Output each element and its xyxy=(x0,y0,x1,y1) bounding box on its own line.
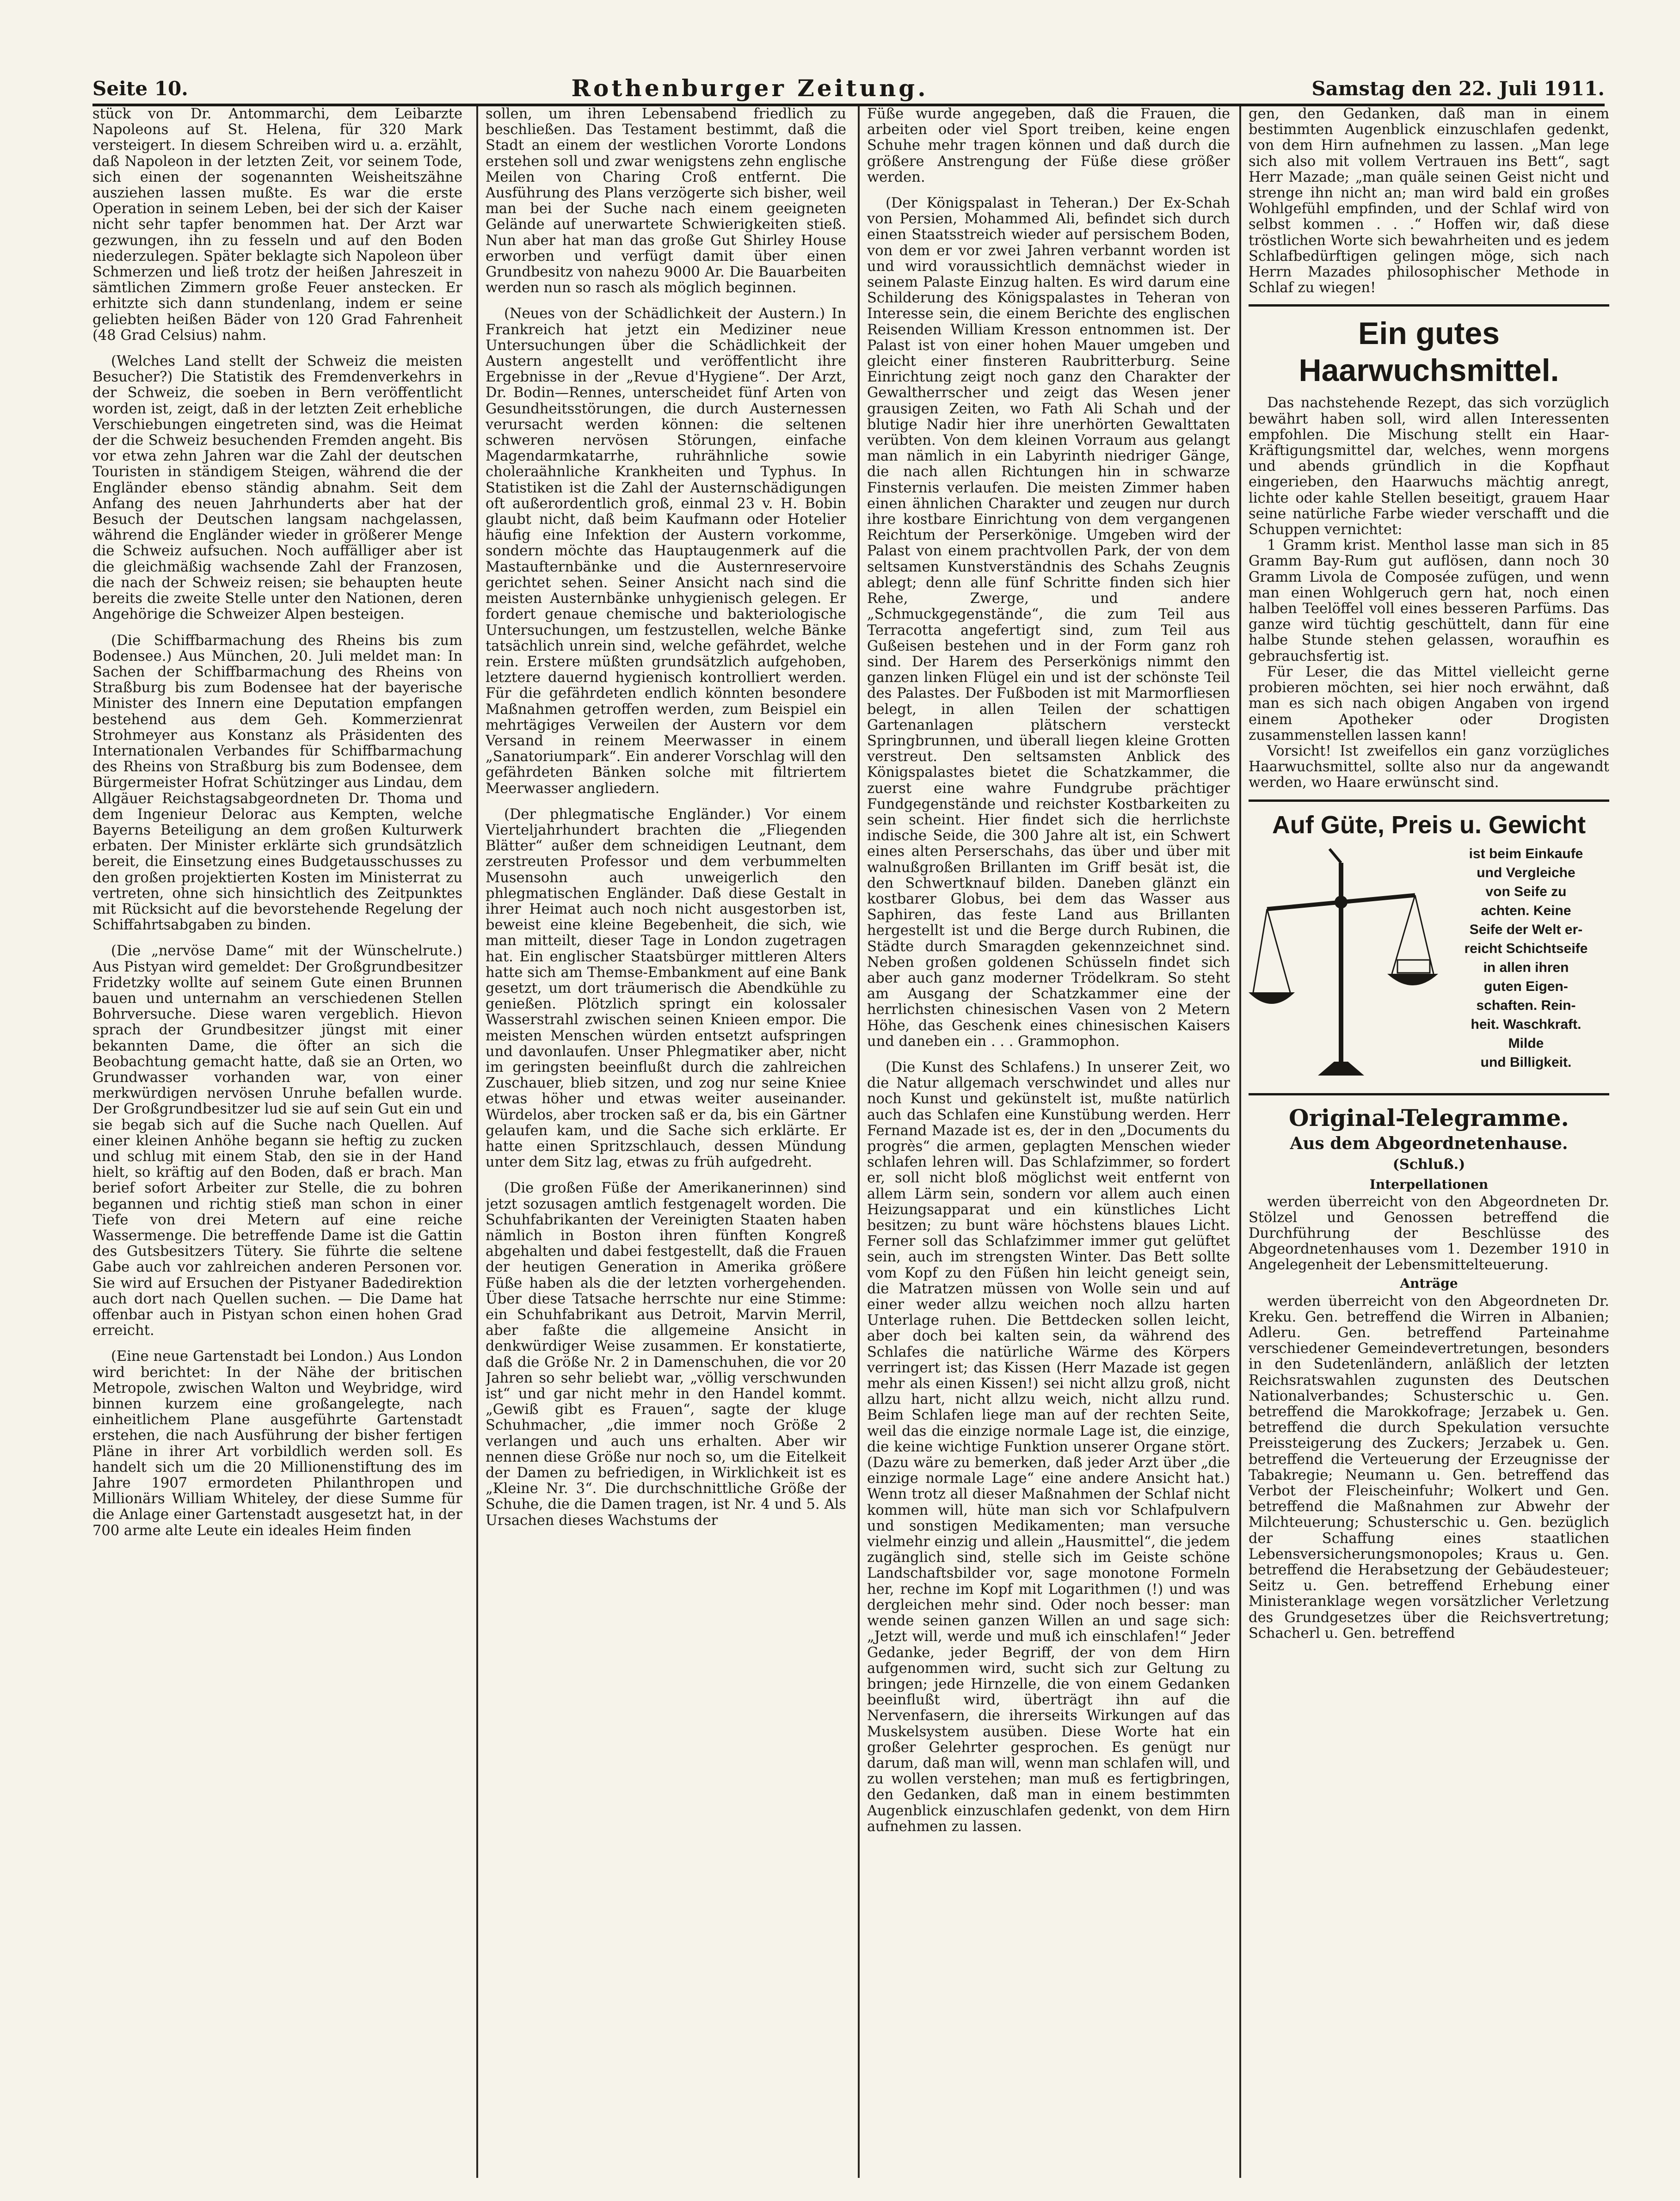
ad-seife-text xyxy=(1443,844,1609,1085)
ad-seife-line: guten Eigen- xyxy=(1484,978,1568,994)
ad-seife-line: reicht Schichtseife xyxy=(1464,941,1588,956)
newspaper-title: Rothenburger Zeitung. xyxy=(571,74,929,102)
column-rule xyxy=(476,106,478,2178)
page-number: Seite 10. xyxy=(92,77,188,100)
telegramme-antraege-text: werden überreicht von den Abgeordneten Dr. Kreku. Gen. betreffend die Wirren in Albanien; Adleru. Gen. betreffend Parteinahme verschiedener Gemeindevertretungen, besonders in den Sudetenländern, anläßlich der letzten Reichsratswahlen zugunsten des Deutschen Nationalverbandes; Schusterschic u. Gen. betreffend die Marokkofrage; Jerzabek u. Gen. betreffend die durch Spekulation versuchte Preissteigerung des Zuckers; Jerzabek u. Gen. betreffend die Verteuerung der Erzeugnisse der Tabakregie; Neumann u. Gen. betreffend das Verbot der Fleischeinfuhr; Wolkert und Gen. betreffend die Maßnahmen zur Abwehr der Milchteuerung; Schusterschic u. Gen. bezüglich der Schaffung eines staatlichen Lebensversicherungsmonopoles; Kraus u. Gen. betreffend die Herabsetzung der Gebäudesteuer; Seitz u. Gen. betreffend Erhebung einer Ministeranklage wegen vorsätzlicher Verletzung des Grundgesetzes über die Reichsvertretung; Schacherl u. Gen. betreffend xyxy=(1249,1293,1609,1642)
article-schweiz-besucher: (Welches Land stellt der Schweiz die meisten Besucher?) Die Statistik des Fremdenverkehrs in der Schweiz, die soeben in Bern veröffentlicht worden ist, zeigt, daß in der letzten Zeit erhebliche Verschiebungen eingetreten sind, was die Heimat der die Schweiz besuchenden Fremden angeht. Bis vor etwa zehn Jahren war die Zahl der deutschen Touristen in ständigem Steigen, während die der Engländer ebenso ständig abnahm. Seit dem Anfang des neuen Jahrhunderts aber hat der Besuch der Deutschen langsam nachgelassen, während die Engländer wieder in größerer Menge die Schweiz aufsuchen. Noch auffälliger aber ist die gleichmäßig wachsende Zahl der Franzosen, die nach der Schweiz reisen; sie behaupten heute bereits die zweite Stelle unter den Nationen, deren Angehörige die Schweizer Alpen besteigen. xyxy=(92,353,462,623)
article-kunst-des-schlafens: (Die Kunst des Schlafens.) In unserer Zeit, wo die Natur allgemach verschwindet und alles nur noch Kunst und gekünstelt ist, mußte natürlich auch das Schlafen eine Kunstübung werden. Herr Fernand Mazade ist es, der in den „Documents du progrès“ die armen, geplagten Menschen wieder schlafen lehren will. Das Schlafzimmer, so fordert er, soll nicht bloß möglichst weit entfernt von allem Lärm sein, sondern vor allem auch einen Heizungsapparat und ein künstliches Licht besitzen; zu bunt wäre höchstens blaues Licht. Ferner soll das Schlafzimmer immer gut gelüftet sein, auch im strengsten Winter. Das Bett sollte vom Kopf zu den Füßen hin leicht geneigt sein, die Matratzen müssen von Wolle sein und auf einer weder allzu weichen noch allzu harten Unterlage ruhen. Die Bettdecken sollen leicht, aber doch bei kalten sein, da während des Schlafes die natürliche Wärme des Körpers verringert ist; das Kissen (Herr Mazade ist gegen mehr als einen Kissen!) sei nicht allzu groß, nicht allzu hart, nicht allzu weich, nicht allzu rund. Beim Schlafen liege man auf der rechten Seite, weil das die einzige normale Lage ist, die einzige, die keine wichtige Funktion unserer Organe stört. (Dazu wäre zu bemerken, daß jeder Arzt über „die einzige normale Lage“ eine andere Ansicht hat.) Wenn trotz all dieser Maßnahmen der Schlaf nicht kommen will, hüte man sich vor Schlafpulvern und sonstigen Medikamenten; man versuche vielmehr einzig und allein „Hausmittel“, die jedem zugänglich sind, stelle sich im Geiste schöne Landschaftsbilder vor, sage monotone Formeln her, rechne im Kopf mit Logarithmen (!) und was dergleichen mehr sind. Oder noch besser: man wende seinen ganzen Willen an und sage sich: „Jetzt will, werde und muß ich einschlafen!“ Jeder Gedanke, jeder Begriff, der von dem Hirn aufgenommen wird, sucht sich zur Geltung zu bringen; jede Hirnzelle, die von einem Gedanken beeinflußt wird, überträgt ihn auf die Nervenfasern, die ihrerseits Wirkungen auf das Muskelsystem ausüben. Diese Worte hat ein großer Gelehrter gesprochen. Es genügt nur darum, daß man will, wenn man schlafen will, und zu wollen verstehen; man muß es fertigbringen, den Gedanken, daß man in einem bestimmten Augenblick einzuschlafen gedenkt, von dem Hirn aufnehmen zu lassen. xyxy=(867,1059,1230,1835)
article-phlegmatische-englaender: (Der phlegmatische Engländer.) Vor einem Vierteljahrhundert brachten die „Fliegenden Blätter“ außer dem schneidigen Leutnant, dem zerstreuten Professor und dem verbummelten Musensohn auch unweigerlich den phlegmatischen Engländer. Daß diese Gestalt in ihrer Heimat auch noch nicht ausgestorben ist, beweist eine kleine Begebenheit, die sich, wie man mitteilt, dieser Tage in London zugetragen hat. Ein englischer Staatsbürger mittleren Alters hatte sich am Themse-Embankment auf eine Bank gesetzt, um dort träumerisch die Abendkühle zu genießen. Plötzlich springt ein kolossaler Wasserstrahl zwischen seinen Knieen empor. Die meisten Menschen würden entsetzt aufspringen und davonlaufen. Unser Phlegmatiker aber, nicht im geringsten beeinflußt durch die zahlreichen Zuschauer, blieb sitzen, und zog nur seine Kniee etwas höher und etwas weiter auseinander. Würdelos, aber trocken saß er da, bis ein Gärtner gelaufen kam, und die Sache sich erklärte. Er hatte einen Spritzschlauch, dessen Mündung unter dem Sitz lag, etwas zu früh aufgedreht. xyxy=(486,806,846,1171)
article-gartenstadt-london: (Eine neue Gartenstadt bei London.) Aus London wird berichtet: In der Nähe der britischen Metropole, zwischen Walton und Weybridge, wird binnen kurzem eine großangelegte, nach einheitlichem Plane ausgeführte Gartenstadt erstehen, die nach Ausführung der bisher fertigen Pläne in ihrer Art vorbildlich werden soll. Es handelt sich um die 20 Millionenstiftung des im Jahre 1907 ermordeten Philanthropen und Millionärs William Whiteley, der diese Summe für die Anlage einer Gartenstadt ausgesetzt hat, in der 700 arme alte Leute ein ideales Heim finden xyxy=(92,1348,462,1539)
page-header xyxy=(92,65,1605,106)
ad-haarwuchsmittel-warning: Vorsicht! Ist zweifellos ein ganz vorzügliches Haarwuchsmittel, sollte also nur da angewandt werden, wo Haare erwünscht sind. xyxy=(1249,743,1609,791)
ad-seife-line: ist beim Einkaufe xyxy=(1469,846,1583,861)
ad-seife-line: Seife der Welt er- xyxy=(1469,922,1583,937)
ad-seife-title: Auf Güte, Preis u. Gewicht xyxy=(1272,811,1586,839)
article-nervoese-dame: (Die „nervöse Dame“ mit der Wünschelrute.) Aus Pistyan wird gemeldet: Der Großgrundbesitzer Fridetzky wollte auf seinem Gute einen Brunnen bauen und unternahm an verschiedenen Stellen Bohrversuche. Diese waren vergeblich. Hievon sprach der Grundbesitzer jüngst mit einer bekannten Dame, die öfter an sich die Beobachtung gemacht hatte, daß sie an Orten, wo Grundwasser vorhanden war, von einer merkwürdigen nervösen Unruhe befallen wurde. Der Großgrundbesitzer lud sie auf sein Gut ein und sie begab sich auf die Suche nach Quellen. Auf einer kleinen Anhöhe begann sie heftig zu zucken und schlug mit einem Stab, den sie in der Hand hielt, so kräftig auf den Boden, daß er brach. Man berief sofort Arbeiter zur Stelle, die zu bohren begannen und richtig stieß man schon in einer Tiefe von drei Metern auf eine reiche Wassermenge. Die betreffende Dame ist die Gattin des Gutsbesitzers Tütery. Sie führte die seltene Gabe auch vor zahlreichen anderen Personen vor. Sie wird auf Ersuchen der Pistyaner Badedirektion auch dort nach Quellen suchen. — Die Dame hat offenbar auch in Pistyan schon einen hohen Grad erreicht. xyxy=(92,943,462,1339)
scale-illustration xyxy=(1249,844,1443,1085)
article-gartenstadt-cont: sollen, um ihren Lebensabend friedlich zu beschließen. Das Testament bestimmt, daß die Stadt an einem der westlichen Vororte Londons erstehen soll und zwar wenigstens zehn englische Meilen von Charing Croß entfernt. Die Ausführung des Plans verzögerte sich bisher, weil man bei der Suche nach einem geeigneten Gelände auf unerwartete Schwierigkeiten stieß. Nun aber hat man das große Gut Shirley House erworben und verfügt damit über einen Grundbesitz von nahezu 9000 Ar. Die Bauarbeiten werden nun so rasch als möglich beginnen. xyxy=(486,106,846,296)
telegramme-schluss: (Schluß.) xyxy=(1392,1156,1465,1173)
column-4 xyxy=(1249,106,1609,2173)
column-1 xyxy=(92,106,462,2173)
balance-scale-icon xyxy=(1249,844,1443,1085)
ad-seife-line: und Vergleiche xyxy=(1477,865,1575,880)
article-rhein-schiffbarmachung: (Die Schiffbarmachung des Rheins bis zum Bodensee.) Aus München, 20. Juli meldet man: In Sachen der Schiffbarmachung des Rheins von Straßburg bis zum Bodensee hat der bayerische Minister des Innern eine Deputation empfangen bestehend aus dem Geh. Kommerzienrat Strohmeyer aus Konstanz als Präsidenten des Internationalen Verbandes für Schiffbarmachung des Rheins von Straßburg bis zum Bodensee, dem Bürgermeister Hofrat Schützinger aus Lindau, dem Allgäuer Reichstagsabgeordneten Dr. Thoma und dem Ingenieur Delorac aus Kempten, welche Bayerns Beteiligung an dem großen Kulturwerk erbaten. Der Minister erklärte sich grundsätzlich bereit, die Einsetzung eines Budgetausschusses zu den großen projektierten Kosten im Ministerrat zu vertreten, ohne sich hinsichtlich des Zeitpunktes mit Rücksicht auf die bevorstehende Regelung der Schiffahrtsabgaben zu binden. xyxy=(92,632,462,934)
telegramme-antraege: Anträge xyxy=(1400,1275,1458,1291)
ad-seife-line: Milde xyxy=(1508,1035,1544,1051)
telegramme-interpellationen: Interpellationen xyxy=(1369,1176,1489,1192)
column-3 xyxy=(867,106,1230,2173)
ad-seife-line: heit. Waschkraft. xyxy=(1471,1016,1582,1032)
divider xyxy=(1249,304,1609,307)
telegramme-interpellation-text: werden überreicht von den Abgeordneten Dr. Stölzel und Genossen betreffend die Durchführung der Beschlüsse des Abgeordnetenhauses vom 1. Dezember 1910 in Angelegenheit der Lebensmittelteuerung. xyxy=(1249,1193,1609,1273)
ad-seife-line: achten. Keine xyxy=(1481,903,1571,918)
divider xyxy=(1249,1093,1609,1095)
article-austern: (Neues von der Schädlichkeit der Austern.) In Frankreich hat jetzt ein Mediziner neue Untersuchungen über die Schädlichkeit der Austern angestellt und veröffentlicht ihre Ergebnisse in der „Revue d'Hygiene“. Der Arzt, Dr. Bodin—Rennes, unterscheidet fünf Arten von Gesundheitsstörungen, die durch Austernessen verursacht werden können: die seltenen schweren nervösen Störungen, einfache Magendarmkatarrhe, ruhrähnliche sowie choleraähnliche Krankheiten und Typhus. In Statistiken ist die Zahl der Austernschädigungen oft außerordentlich groß, einmal 23 v. H. Bobin glaubt nicht, daß beim Kaufmann oder Hotelier häufig eine Infektion der Austern vorkomme, sondern möchte das Hauptaugenmerk auf die Mastaufternbänke und die Austernreservoire gerichtet sehen. Seiner Ansicht nach sind die meisten Austernbänke unhygienisch gelegen. Er fordert genaue chemische und bakteriologische Untersuchungen, um festzustellen, welche Bänke tatsächlich unrein sind, welche gefährdet, welche rein. Erstere müßten grundsätzlich aufgehoben, letztere dauernd hygienisch kontrolliert werden. Für die gefährdeten endlich könnten besondere Maßnahmen getroffen werden, zum Beispiel ein mehrtägiges Verweilen der Austern vor dem Versand in reinem Meerwasser in einem „Sanatoriumpark“. Ein anderer Vorschlag will den gefährdeten Bänken solche mit filtriertem Meerwasser angliedern. xyxy=(486,306,846,797)
ad-seife-line: von Seife zu xyxy=(1485,884,1567,899)
article-koenigspalast-teheran: (Der Königspalast in Teheran.) Der Ex-Schah von Persien, Mohammed Ali, befindet sich durch einen Staatsstreich wieder auf persischem Boden, von dem er vor zwei Jahren verbannt worden ist und wird voraussichtlich demnächst wieder in seinem Palaste Einzug halten. Es wird darum eine Schilderung des Königspalastes in Teheran von Interesse sein, die einem Berichte des englischen Reisenden William Kresson entnommen ist. Der Palast ist von einer hohen Mauer umgeben und gleicht einer finsteren Raubritterburg. Seine Einrichtung zeigt noch ganz den Charakter der Gewaltherrscher und zeigt das Wesen jener grausigen Zeiten, wo Fath Ali Schah und der blutige Nadir hier ihre unerhörten Gewalttaten verübten. Von dem kleinen Vorraum aus gelangt man nämlich in ein Labyrinth niedriger Gänge, die nach allen Richtungen hin in schwarze Finsternis verlaufen. Die meisten Zimmer haben einen ähnlichen Charakter und zeugen nur durch ihre kostbare Einrichtung von dem vergangenen Reichtum der Perserkönige. Umgeben wird der Palast von einem prachtvollen Park, der von dem seltsamen Kunstverständnis des Schahs Zeugnis ablegt; denn alle fünf Schritte finden sich hier Rehe, Zwerge, und andere „Schmuckgegenstände“, die zum Teil aus Terracotta angefertigt sind, zum Teil aus Gußeisen bestehen und in der Form ganz roh sind. Der Harem des Perserkönigs nimmt den ganzen linken Flügel ein und ist der schönste Teil des Palastes. Der Fußboden ist mit Marmorfliesen belegt, in allen Teilen der schattigen Gartenanlagen plätschern versteckt Springbrunnen, und überall liegen kleine Grotten verstreut. Den seltsamsten Anblick des Königspalastes bietet die Schatzkammer, die zuerst eine wahre Fundgrube prächtiger Fundgegenstände und reichster Kostbarkeiten zu sein scheint. Hier findet sich die herrlichste indische Seide, die 300 Jahre alt ist, ein Schwert eines alten Perserschahs, das über und über mit walnußgroßen Brillanten im Griff besät ist, die den Schwertknauf bilden. Daneben glänzt ein kostbarer Globus, bei dem das Wasser aus Saphiren, das feste Land aus Brillanten hergestellt ist und die Berge durch Rubinen, die Städte durch Smaragden gekennzeichnet sind. Neben großen goldenen Schüsseln findet sich aber auch ganz moderner Trödelkram. So steht am Ausgang der Schatzkammer eine der herrlichsten chinesischen Vasen von 2 Metern Höhe, das Geschenk eines chinesischen Kaisers und daneben ein . . . Grammophon. xyxy=(867,195,1230,1050)
ad-seife-line: in allen ihren xyxy=(1483,959,1569,975)
ad-haarwuchsmittel-note: Für Leser, die das Mittel vielleicht gerne probieren möchten, sei hier noch erwähnt, daß man es sich nach obigen Angaben von irgend einem Apotheker oder Drogisten zusammenstellen lassen kann! xyxy=(1249,664,1609,744)
ad-seife-line: und Billigkeit. xyxy=(1480,1054,1572,1070)
ad-haarwuchsmittel-recipe: 1 Gramm krist. Menthol lasse man sich in 85 Gramm Bay-Rum gut auflösen, dann noch 30 Gramm Livola de Composée zufügen, und wenn man einen Wohlgeruch gern hat, noch einen halben Teelöffel voll eines besseren Parfüms. Das ganze wird tüchtig geschüttelt, dann für eine halbe Stunde stehen gelassen, woraufhin es gebrauchsfertig ist. xyxy=(1249,537,1609,664)
column-rule xyxy=(858,106,860,2178)
ad-seife-body xyxy=(1249,844,1609,1085)
ad-haarwuchsmittel-title: Ein gutes Haarwuchsmittel. xyxy=(1298,316,1559,388)
ad-seife-line: schaften. Rein- xyxy=(1476,997,1576,1013)
article-napoleon-end: stück von Dr. Antommarchi, dem Leibarzte Napoleons auf St. Helena, für 320 Mark versteigert. In diesem Schreiben wird u. a. erzählt, daß Napoleon in der letzten Zeit, vor seinem Tode, sich einen der sogenannten Weisheitszähne ausziehen lassen mußte. Es war die erste Operation in seinem Leben, bei der sich der Kaiser nicht sehr tapfer benommen hat. Der Arzt war gezwungen, ihn zu fesseln und auf den Boden niederzulegen. Später beklagte sich Napoleon über Schmerzen und ließ trotz der heißen Jahreszeit in sämtlichen Zimmern große Feuer anstecken. Er erhitzte sich dann stundenlang, indem er seine geliebten heißen Bäder von 120 Grad Fahrenheit (48 Grad Celsius) nahm. xyxy=(92,106,462,344)
ad-haarwuchsmittel-text: Das nachstehende Rezept, das sich vorzüglich bewährt haben soll, wird allen Interessenten empfohlen. Die Mischung stellt ein Haar-Kräftigungsmittel dar, welches, wenn morgens und abends gründlich in die Kopfhaut eingerieben, den Haarwuchs mächtig anregt, lichte oder kahle Stellen beseitigt, grauem Haar seine natürliche Farbe wieder verschafft und die Schuppen vernichtet: xyxy=(1249,395,1609,538)
column-2 xyxy=(486,106,846,2173)
issue-date: Samstag den 22. Juli 1911. xyxy=(1311,77,1605,100)
article-grosse-fuesse: (Die großen Füße der Amerikanerinnen) sind jetzt sozusagen amtlich festgenagelt worden. Die Schuhfabrikanten der Vereinigten Staaten haben nämlich in Boston ihren fünften Kongreß abgehalten und dabei festgestellt, daß die Frauen der heutigen Generation in Amerika größere Füße haben als die der letzten vorhergehenden. Über diese Tatsache herrschte nur eine Stimme: ein Schuhfabrikant aus Detroit, Marvin Merril, aber faßte die allgemeine Ansicht in denkwürdiger Weise zusammen. Er konstatierte, daß die Größe Nr. 2 in Damenschuhen, die vor 20 Jahren so sehr beliebt war, „völlig verschwunden ist“ und gar nicht mehr in den Handel kommt. „Gewiß gibt es Frauen“, sagte der kluge Schuhmacher, „die immer noch Größe 2 verlangen und auch uns erhalten. Aber wir nennen diese Größe nur noch so, um die Eitelkeit der Damen zu befriedigen, in Wirklichkeit ist es „Kleine Nr. 3“. Die durchschnittliche Größe der Schuhe, die die Damen tragen, ist Nr. 4 und 5. Als Ursachen dieses Wachstums der xyxy=(486,1180,846,1529)
article-schlafen-cont: gen, den Gedanken, daß man in einem bestimmten Augenblick einzuschlafen gedenkt, von dem Hirn aufnehmen zu lassen. „Man lege sich also mit vollem Vertrauen ins Bett“, sagt Herr Mazade; „man quäle seinen Geist nicht und strenge ihn nicht an; man wird bald ein großes Wohlgefühl empfinden, und der Schlaf wird von selbst kommen . . .“ Hoffen wir, daß diese tröstlichen Worte sich bewahrheiten und es jedem Schlafbedürftigen gelingen möge, sich nach Herrn Mazades philosophischer Methode in Schlaf zu wiegen! xyxy=(1249,106,1609,296)
telegramme-title: Original-Telegramme. xyxy=(1289,1104,1569,1131)
column-rule xyxy=(1239,106,1241,2178)
divider xyxy=(1249,799,1609,802)
telegramme-subtitle: Aus dem Abgeordnetenhause. xyxy=(1290,1133,1568,1153)
article-fuesse-cont: Füße wurde angegeben, daß die Frauen, die arbeiten oder viel Sport treiben, keine engen Schuhe mehr tragen können und daß durch die größere Anstrengung der Füße diese größer werden. xyxy=(867,106,1230,185)
